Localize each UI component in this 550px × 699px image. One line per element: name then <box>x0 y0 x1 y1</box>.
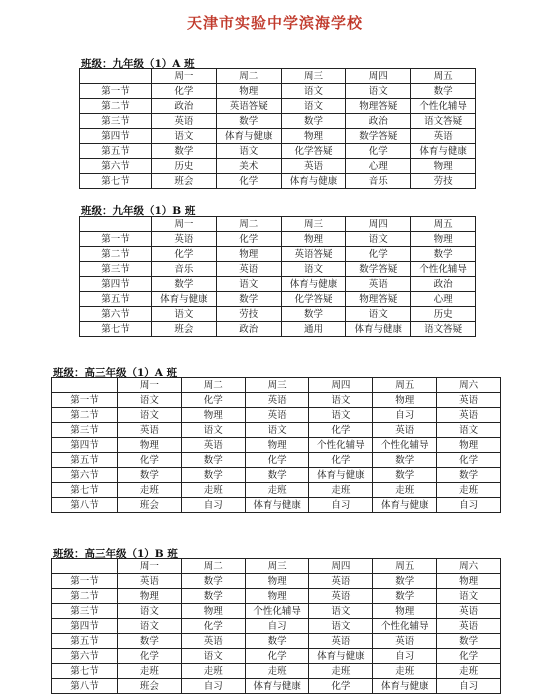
subject-cell: 英语 <box>216 262 281 277</box>
subject-cell: 化学 <box>216 232 281 247</box>
subject-cell: 语文 <box>309 393 373 408</box>
subject-cell: 班会 <box>152 322 217 337</box>
subject-cell: 物理 <box>245 438 309 453</box>
day-header: 周五 <box>411 217 476 232</box>
day-header: 周四 <box>309 378 373 393</box>
class-label-9b: 班级：九年级（1）B 班 <box>81 205 196 217</box>
subject-cell: 英语答疑 <box>216 99 281 114</box>
subject-cell: 体育与健康 <box>216 129 281 144</box>
subject-cell: 数学 <box>181 468 245 483</box>
period-label: 第三节 <box>80 262 152 277</box>
period-label: 第四节 <box>80 277 152 292</box>
period-label: 第五节 <box>80 292 152 307</box>
period-label: 第七节 <box>80 174 152 189</box>
day-header: 周三 <box>245 378 309 393</box>
subject-cell: 数学答疑 <box>346 262 411 277</box>
subject-cell: 语文 <box>309 619 373 634</box>
subject-cell: 物理 <box>411 159 476 174</box>
period-label: 第二节 <box>52 408 118 423</box>
subject-cell: 体育与健康 <box>245 679 309 694</box>
day-header: 周二 <box>216 217 281 232</box>
subject-cell: 英语 <box>118 574 182 589</box>
subject-cell: 数学 <box>216 292 281 307</box>
subject-cell: 体育与健康 <box>309 649 373 664</box>
subject-cell: 语文 <box>118 619 182 634</box>
table-row <box>52 634 501 649</box>
subject-cell: 化学 <box>346 247 411 262</box>
subject-cell: 走班 <box>437 483 501 498</box>
table-row <box>52 498 501 513</box>
subject-cell: 化学 <box>309 453 373 468</box>
period-label: 第八节 <box>52 679 118 694</box>
subject-cell: 物理 <box>437 574 501 589</box>
subject-cell: 数学 <box>281 307 346 322</box>
subject-cell: 体育与健康 <box>152 292 217 307</box>
period-label: 第二节 <box>80 99 152 114</box>
subject-cell: 语文 <box>181 423 245 438</box>
subject-cell: 语文 <box>118 408 182 423</box>
subject-cell: 班会 <box>118 679 182 694</box>
subject-cell: 语文 <box>281 99 346 114</box>
subject-cell: 语文 <box>437 423 501 438</box>
subject-cell: 化学 <box>181 619 245 634</box>
table-row <box>80 247 476 262</box>
subject-cell: 政治 <box>411 277 476 292</box>
table-row <box>80 99 476 114</box>
class-label-9a: 班级：九年级（1）A 班 <box>81 58 195 70</box>
table-row <box>80 262 476 277</box>
subject-cell: 自习 <box>181 498 245 513</box>
subject-cell: 物理 <box>181 408 245 423</box>
subject-cell: 自习 <box>181 679 245 694</box>
subject-cell: 英语 <box>281 159 346 174</box>
subject-cell: 美术 <box>216 159 281 174</box>
subject-cell: 英语 <box>437 604 501 619</box>
page-title: 天津市实验中学滨海学校 <box>186 14 363 32</box>
period-label: 第五节 <box>52 453 118 468</box>
subject-cell: 语文 <box>346 232 411 247</box>
subject-cell: 物理 <box>411 232 476 247</box>
subject-cell: 心理 <box>411 292 476 307</box>
subject-cell: 数学 <box>181 453 245 468</box>
day-header: 周六 <box>437 559 501 574</box>
table-row <box>80 114 476 129</box>
subject-cell: 英语 <box>437 408 501 423</box>
subject-cell: 语文 <box>118 393 182 408</box>
day-header: 周二 <box>181 378 245 393</box>
subject-cell: 化学 <box>118 453 182 468</box>
subject-cell: 走班 <box>437 664 501 679</box>
day-header: 周五 <box>373 559 437 574</box>
period-label: 第一节 <box>80 84 152 99</box>
subject-cell: 化学 <box>118 649 182 664</box>
day-header: 周五 <box>373 378 437 393</box>
subject-cell: 个性化辅导 <box>373 619 437 634</box>
timetable-g3b <box>51 558 501 694</box>
subject-cell: 数学 <box>245 468 309 483</box>
day-header: 周三 <box>281 217 346 232</box>
subject-cell: 自习 <box>437 498 501 513</box>
subject-cell: 语文 <box>309 408 373 423</box>
subject-cell: 数学 <box>118 468 182 483</box>
period-label: 第四节 <box>52 438 118 453</box>
corner-cell <box>80 217 152 232</box>
period-label: 第七节 <box>80 322 152 337</box>
subject-cell: 物理答疑 <box>346 99 411 114</box>
subject-cell: 语文 <box>181 649 245 664</box>
subject-cell: 走班 <box>118 664 182 679</box>
period-label: 第三节 <box>52 604 118 619</box>
subject-cell: 英语 <box>181 438 245 453</box>
subject-cell: 物理 <box>373 604 437 619</box>
subject-cell: 语文 <box>281 84 346 99</box>
subject-cell: 劳技 <box>216 307 281 322</box>
subject-cell: 数学 <box>245 634 309 649</box>
subject-cell: 语文 <box>216 277 281 292</box>
subject-cell: 走班 <box>373 483 437 498</box>
subject-cell: 自习 <box>373 649 437 664</box>
subject-cell: 英语 <box>411 129 476 144</box>
day-header: 周二 <box>181 559 245 574</box>
timetable-9a <box>79 68 476 189</box>
subject-cell: 体育与健康 <box>309 468 373 483</box>
subject-cell: 政治 <box>152 99 217 114</box>
subject-cell: 化学 <box>309 423 373 438</box>
subject-cell: 化学 <box>245 453 309 468</box>
subject-cell: 走班 <box>181 664 245 679</box>
subject-cell: 英语 <box>437 393 501 408</box>
subject-cell: 个性化辅导 <box>245 604 309 619</box>
subject-cell: 化学 <box>152 247 217 262</box>
day-header: 周五 <box>411 69 476 84</box>
subject-cell: 体育与健康 <box>281 277 346 292</box>
timetable-g3a <box>51 377 501 513</box>
table-row <box>52 589 501 604</box>
subject-cell: 化学 <box>152 84 217 99</box>
subject-cell: 语文 <box>437 589 501 604</box>
day-header: 周三 <box>245 559 309 574</box>
subject-cell: 英语 <box>309 589 373 604</box>
subject-cell: 英语 <box>118 423 182 438</box>
header-row <box>80 69 476 84</box>
subject-cell: 数学 <box>373 589 437 604</box>
subject-cell: 数学 <box>437 468 501 483</box>
subject-cell: 自习 <box>373 408 437 423</box>
day-header: 周四 <box>309 559 373 574</box>
day-header: 周六 <box>437 378 501 393</box>
subject-cell: 政治 <box>346 114 411 129</box>
subject-cell: 体育与健康 <box>373 679 437 694</box>
subject-cell: 数学 <box>373 574 437 589</box>
subject-cell: 英语 <box>309 574 373 589</box>
table-row <box>80 144 476 159</box>
period-label: 第五节 <box>80 144 152 159</box>
subject-cell: 历史 <box>411 307 476 322</box>
subject-cell: 历史 <box>152 159 217 174</box>
header-row <box>52 559 501 574</box>
subject-cell: 体育与健康 <box>346 322 411 337</box>
subject-cell: 体育与健康 <box>245 498 309 513</box>
class-label-g3b: 班级：高三年级（1）B 班 <box>53 548 178 560</box>
subject-cell: 自习 <box>309 498 373 513</box>
table-row <box>80 129 476 144</box>
table-row <box>52 483 501 498</box>
period-label: 第二节 <box>80 247 152 262</box>
table-row <box>52 619 501 634</box>
subject-cell: 自习 <box>245 619 309 634</box>
subject-cell: 化学 <box>245 649 309 664</box>
table-row <box>80 84 476 99</box>
period-label: 第八节 <box>52 498 118 513</box>
table-row <box>52 679 501 694</box>
subject-cell: 英语 <box>245 408 309 423</box>
header-row <box>80 217 476 232</box>
subject-cell: 语文 <box>281 262 346 277</box>
subject-cell: 物理 <box>181 604 245 619</box>
subject-cell: 语文 <box>309 604 373 619</box>
subject-cell: 英语 <box>309 634 373 649</box>
subject-cell: 英语答疑 <box>281 247 346 262</box>
subject-cell: 化学 <box>437 649 501 664</box>
period-label: 第一节 <box>52 574 118 589</box>
table-row <box>80 307 476 322</box>
subject-cell: 个性化辅导 <box>411 262 476 277</box>
subject-cell: 化学 <box>346 144 411 159</box>
period-label: 第三节 <box>52 423 118 438</box>
subject-cell: 音乐 <box>152 262 217 277</box>
period-label: 第四节 <box>52 619 118 634</box>
subject-cell: 数学 <box>373 468 437 483</box>
subject-cell: 数学 <box>437 634 501 649</box>
subject-cell: 个性化辅导 <box>373 438 437 453</box>
subject-cell: 物理 <box>216 84 281 99</box>
subject-cell: 物理 <box>281 129 346 144</box>
subject-cell: 化学答疑 <box>281 292 346 307</box>
day-header: 周一 <box>152 217 217 232</box>
table-row <box>52 393 501 408</box>
subject-cell: 体育与健康 <box>281 174 346 189</box>
subject-cell: 物理 <box>245 589 309 604</box>
period-label: 第七节 <box>52 483 118 498</box>
subject-cell: 语文 <box>346 307 411 322</box>
subject-cell: 个性化辅导 <box>309 438 373 453</box>
table-row <box>52 438 501 453</box>
period-label: 第七节 <box>52 664 118 679</box>
subject-cell: 英语 <box>373 423 437 438</box>
table-row <box>52 423 501 438</box>
period-label: 第五节 <box>52 634 118 649</box>
period-label: 第六节 <box>80 307 152 322</box>
table-row <box>80 277 476 292</box>
subject-cell: 物理 <box>373 393 437 408</box>
subject-cell: 数学 <box>411 84 476 99</box>
table-row <box>80 159 476 174</box>
subject-cell: 音乐 <box>346 174 411 189</box>
subject-cell: 化学 <box>437 453 501 468</box>
timetable-9b <box>79 216 476 337</box>
subject-cell: 语文 <box>346 84 411 99</box>
subject-cell: 个性化辅导 <box>411 99 476 114</box>
period-label: 第六节 <box>52 468 118 483</box>
table-row <box>80 232 476 247</box>
day-header: 周三 <box>281 69 346 84</box>
day-header: 周一 <box>152 69 217 84</box>
day-header: 周一 <box>118 559 182 574</box>
table-row <box>52 604 501 619</box>
subject-cell: 数学 <box>152 277 217 292</box>
subject-cell: 语文 <box>152 129 217 144</box>
subject-cell: 走班 <box>309 664 373 679</box>
subject-cell: 化学答疑 <box>281 144 346 159</box>
day-header: 周四 <box>346 217 411 232</box>
corner-cell <box>80 69 152 84</box>
subject-cell: 语文 <box>152 307 217 322</box>
subject-cell: 物理 <box>437 438 501 453</box>
subject-cell: 英语 <box>181 634 245 649</box>
table-row <box>52 408 501 423</box>
subject-cell: 数学 <box>216 114 281 129</box>
subject-cell: 语文答疑 <box>411 322 476 337</box>
subject-cell: 体育与健康 <box>373 498 437 513</box>
period-label: 第六节 <box>80 159 152 174</box>
subject-cell: 数学答疑 <box>346 129 411 144</box>
subject-cell: 英语 <box>346 277 411 292</box>
table-row <box>52 468 501 483</box>
class-label-g3a: 班级：高三年级（1）A 班 <box>53 367 178 379</box>
subject-cell: 心理 <box>346 159 411 174</box>
subject-cell: 英语 <box>373 634 437 649</box>
subject-cell: 走班 <box>245 483 309 498</box>
subject-cell: 走班 <box>309 483 373 498</box>
subject-cell: 化学 <box>181 393 245 408</box>
subject-cell: 物理 <box>216 247 281 262</box>
subject-cell: 走班 <box>245 664 309 679</box>
subject-cell: 走班 <box>373 664 437 679</box>
table-row <box>80 292 476 307</box>
subject-cell: 自习 <box>437 679 501 694</box>
subject-cell: 走班 <box>118 483 182 498</box>
subject-cell: 化学 <box>309 679 373 694</box>
subject-cell: 数学 <box>181 589 245 604</box>
corner-cell <box>52 378 118 393</box>
subject-cell: 劳技 <box>411 174 476 189</box>
table-row <box>52 664 501 679</box>
subject-cell: 语文答疑 <box>411 114 476 129</box>
period-label: 第六节 <box>52 649 118 664</box>
subject-cell: 数学 <box>373 453 437 468</box>
day-header: 周二 <box>216 69 281 84</box>
day-header: 周一 <box>118 378 182 393</box>
subject-cell: 化学 <box>216 174 281 189</box>
subject-cell: 体育与健康 <box>411 144 476 159</box>
subject-cell: 英语 <box>245 393 309 408</box>
subject-cell: 物理 <box>245 574 309 589</box>
subject-cell: 数学 <box>411 247 476 262</box>
subject-cell: 物理 <box>118 438 182 453</box>
subject-cell: 班会 <box>152 174 217 189</box>
period-label: 第一节 <box>80 232 152 247</box>
header-row <box>52 378 501 393</box>
subject-cell: 英语 <box>152 232 217 247</box>
subject-cell: 班会 <box>118 498 182 513</box>
subject-cell: 数学 <box>152 144 217 159</box>
subject-cell: 物理 <box>118 589 182 604</box>
subject-cell: 走班 <box>181 483 245 498</box>
table-row <box>80 322 476 337</box>
subject-cell: 语文 <box>216 144 281 159</box>
subject-cell: 物理答疑 <box>346 292 411 307</box>
subject-cell: 通用 <box>281 322 346 337</box>
subject-cell: 语文 <box>245 423 309 438</box>
subject-cell: 物理 <box>281 232 346 247</box>
subject-cell: 英语 <box>152 114 217 129</box>
period-label: 第二节 <box>52 589 118 604</box>
subject-cell: 政治 <box>216 322 281 337</box>
period-label: 第四节 <box>80 129 152 144</box>
subject-cell: 英语 <box>437 619 501 634</box>
table-row <box>52 453 501 468</box>
subject-cell: 语文 <box>118 604 182 619</box>
table-row <box>52 574 501 589</box>
table-row <box>80 174 476 189</box>
day-header: 周四 <box>346 69 411 84</box>
table-row <box>52 649 501 664</box>
period-label: 第三节 <box>80 114 152 129</box>
corner-cell <box>52 559 118 574</box>
subject-cell: 数学 <box>118 634 182 649</box>
subject-cell: 数学 <box>181 574 245 589</box>
period-label: 第一节 <box>52 393 118 408</box>
subject-cell: 数学 <box>281 114 346 129</box>
